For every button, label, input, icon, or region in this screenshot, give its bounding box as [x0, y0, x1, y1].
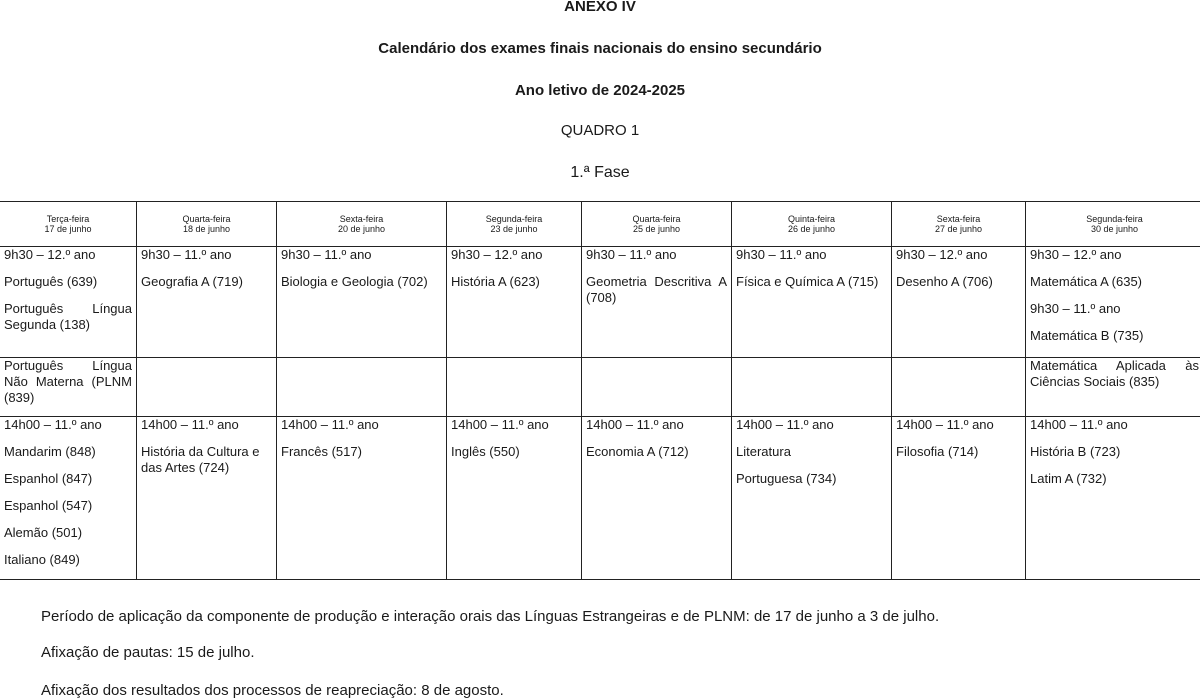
phase-label: 1.ª Fase: [570, 164, 630, 181]
column-day: Quinta-feira: [787, 214, 836, 224]
exam-cell: [732, 417, 892, 580]
morning-row: [0, 247, 1200, 358]
exam-cell: [892, 247, 1026, 358]
exam-subject: Espanhol (547): [4, 498, 93, 513]
exam-cell: [582, 417, 732, 580]
exam-subject: Geometria Descritiva A (708): [586, 274, 727, 305]
exam-subject: Matemática Aplicada às Ciências Sociais (835): [1030, 358, 1199, 389]
column-header: [892, 202, 1026, 247]
column-header: [0, 202, 137, 247]
exam-cell: [582, 358, 732, 417]
exam-time: 9h30 – 11.º ano: [736, 247, 827, 262]
exam-subject: Francês (517): [281, 444, 362, 459]
exam-time: 9h30 – 11.º ano: [141, 247, 232, 262]
column-header: [447, 202, 582, 247]
exam-cell: [447, 247, 582, 358]
exam-cell: [582, 247, 732, 358]
exam-subject: História A (623): [451, 274, 540, 289]
exam-time: 9h30 – 11.º ano: [586, 247, 677, 262]
exam-time: 9h30 – 11.º ano: [281, 247, 372, 262]
column-header: [732, 202, 892, 247]
column-day: Quarta-feira: [182, 214, 231, 224]
exam-cell: [0, 358, 137, 417]
column-header: [1026, 202, 1200, 247]
exam-time: 14h00 – 11.º ano: [1030, 417, 1128, 432]
exam-subject: Filosofia (714): [896, 444, 979, 459]
column-date: 30 de junho: [1090, 224, 1139, 234]
exam-time: 9h30 – 12.º ano: [1030, 247, 1122, 262]
column-date: 23 de junho: [490, 224, 538, 234]
exam-cell: [0, 247, 137, 358]
school-year: Ano letivo de 2024-2025: [514, 82, 686, 99]
column-header: [137, 202, 277, 247]
column-day: Segunda-feira: [485, 214, 543, 224]
exam-subject: Português (639): [4, 274, 98, 289]
exam-subject: Economia A (712): [586, 444, 689, 459]
main-title: Calendário dos exames finais nacionais do ensino secundário: [378, 40, 822, 57]
exam-time: 9h30 – 12.º ano: [4, 247, 96, 262]
column-date: 25 de junho: [632, 224, 681, 234]
exam-subject: Mandarim (848): [4, 444, 96, 459]
exam-subject: Português Língua Segunda (138): [4, 301, 132, 332]
exam-cell: [1026, 417, 1200, 580]
exam-time: 14h00 – 11.º ano: [141, 417, 239, 432]
exam-cell: [447, 358, 582, 417]
exam-cell: [0, 417, 137, 580]
middle-row: [0, 358, 1200, 417]
column-day: Sexta-feira: [339, 214, 384, 224]
exam-time: 9h30 – 12.º ano: [451, 247, 543, 262]
exam-time: 14h00 – 11.º ano: [896, 417, 994, 432]
exam-time: 14h00 – 11.º ano: [736, 417, 834, 432]
exam-subject: Alemão (501): [4, 525, 83, 540]
exam-subject: História da Cultura e das Artes (724): [141, 444, 260, 475]
exam-cell: [892, 417, 1026, 580]
exam-subject: Inglês (550): [451, 444, 520, 459]
exam-cell: [892, 358, 1026, 417]
exam-subject: Desenho A (706): [896, 274, 993, 289]
column-day: Quarta-feira: [632, 214, 681, 224]
exam-cell: [137, 247, 277, 358]
column-header: [582, 202, 732, 247]
exam-time: 14h00 – 11.º ano: [586, 417, 684, 432]
exam-subject: História B (723): [1030, 444, 1121, 459]
note-grades-posting: Afixação de pautas: 15 de julho.: [41, 644, 255, 661]
exam-subject: Física e Química A (715): [736, 274, 879, 289]
exam-subject: Portuguesa (734): [736, 471, 837, 486]
exam-subject: Literatura: [736, 444, 791, 459]
exam-subject: Biologia e Geologia (702): [281, 274, 428, 289]
column-date: 27 de junho: [934, 224, 983, 234]
exam-time: 14h00 – 11.º ano: [451, 417, 549, 432]
column-header: [277, 202, 447, 247]
exam-subject: Italiano (849): [4, 552, 80, 567]
exam-cell: [447, 417, 582, 580]
exam-subject: Latim A (732): [1030, 471, 1107, 486]
note-oral-period: Período de aplicação da componente de produção e interação orais das Línguas Estrangeiras e de PLNM: de 17 de junho a 3 de julho.: [41, 608, 940, 625]
exam-cell: [137, 417, 277, 580]
exam-time: 9h30 – 11.º ano: [1030, 301, 1121, 316]
afternoon-row: [0, 417, 1200, 580]
column-date: 26 de junho: [787, 224, 836, 234]
annex-title: ANEXO IV: [564, 0, 636, 15]
exam-time: 14h00 – 11.º ano: [4, 417, 102, 432]
exam-cell: [137, 358, 277, 417]
exam-cell: [277, 358, 447, 417]
exam-subject: Português Língua Não Materna (PLNM (839): [4, 358, 132, 405]
exam-subject: Espanhol (847): [4, 471, 93, 486]
column-date: 18 de junho: [182, 224, 231, 234]
exam-subject: Matemática B (735): [1030, 328, 1144, 343]
column-date: 17 de junho: [44, 224, 92, 234]
table-header-row: [0, 202, 1200, 247]
exam-cell: [732, 358, 892, 417]
exam-time: 9h30 – 12.º ano: [896, 247, 988, 262]
column-date: 20 de junho: [337, 224, 386, 234]
exam-cell: [1026, 247, 1200, 358]
exam-cell: [277, 417, 447, 580]
exam-cell: [277, 247, 447, 358]
table-label: QUADRO 1: [560, 122, 640, 139]
exam-calendar-table: [0, 201, 1200, 580]
column-day: Terça-feira: [46, 214, 90, 224]
note-review-results: Afixação dos resultados dos processos de reapreciação: 8 de agosto.: [41, 682, 504, 699]
exam-subject: Geografia A (719): [141, 274, 243, 289]
exam-cell: [732, 247, 892, 358]
exam-time: 14h00 – 11.º ano: [281, 417, 379, 432]
exam-subject: Matemática A (635): [1030, 274, 1142, 289]
column-day: Segunda-feira: [1086, 214, 1143, 224]
column-day: Sexta-feira: [936, 214, 981, 224]
exam-cell: [1026, 358, 1200, 417]
